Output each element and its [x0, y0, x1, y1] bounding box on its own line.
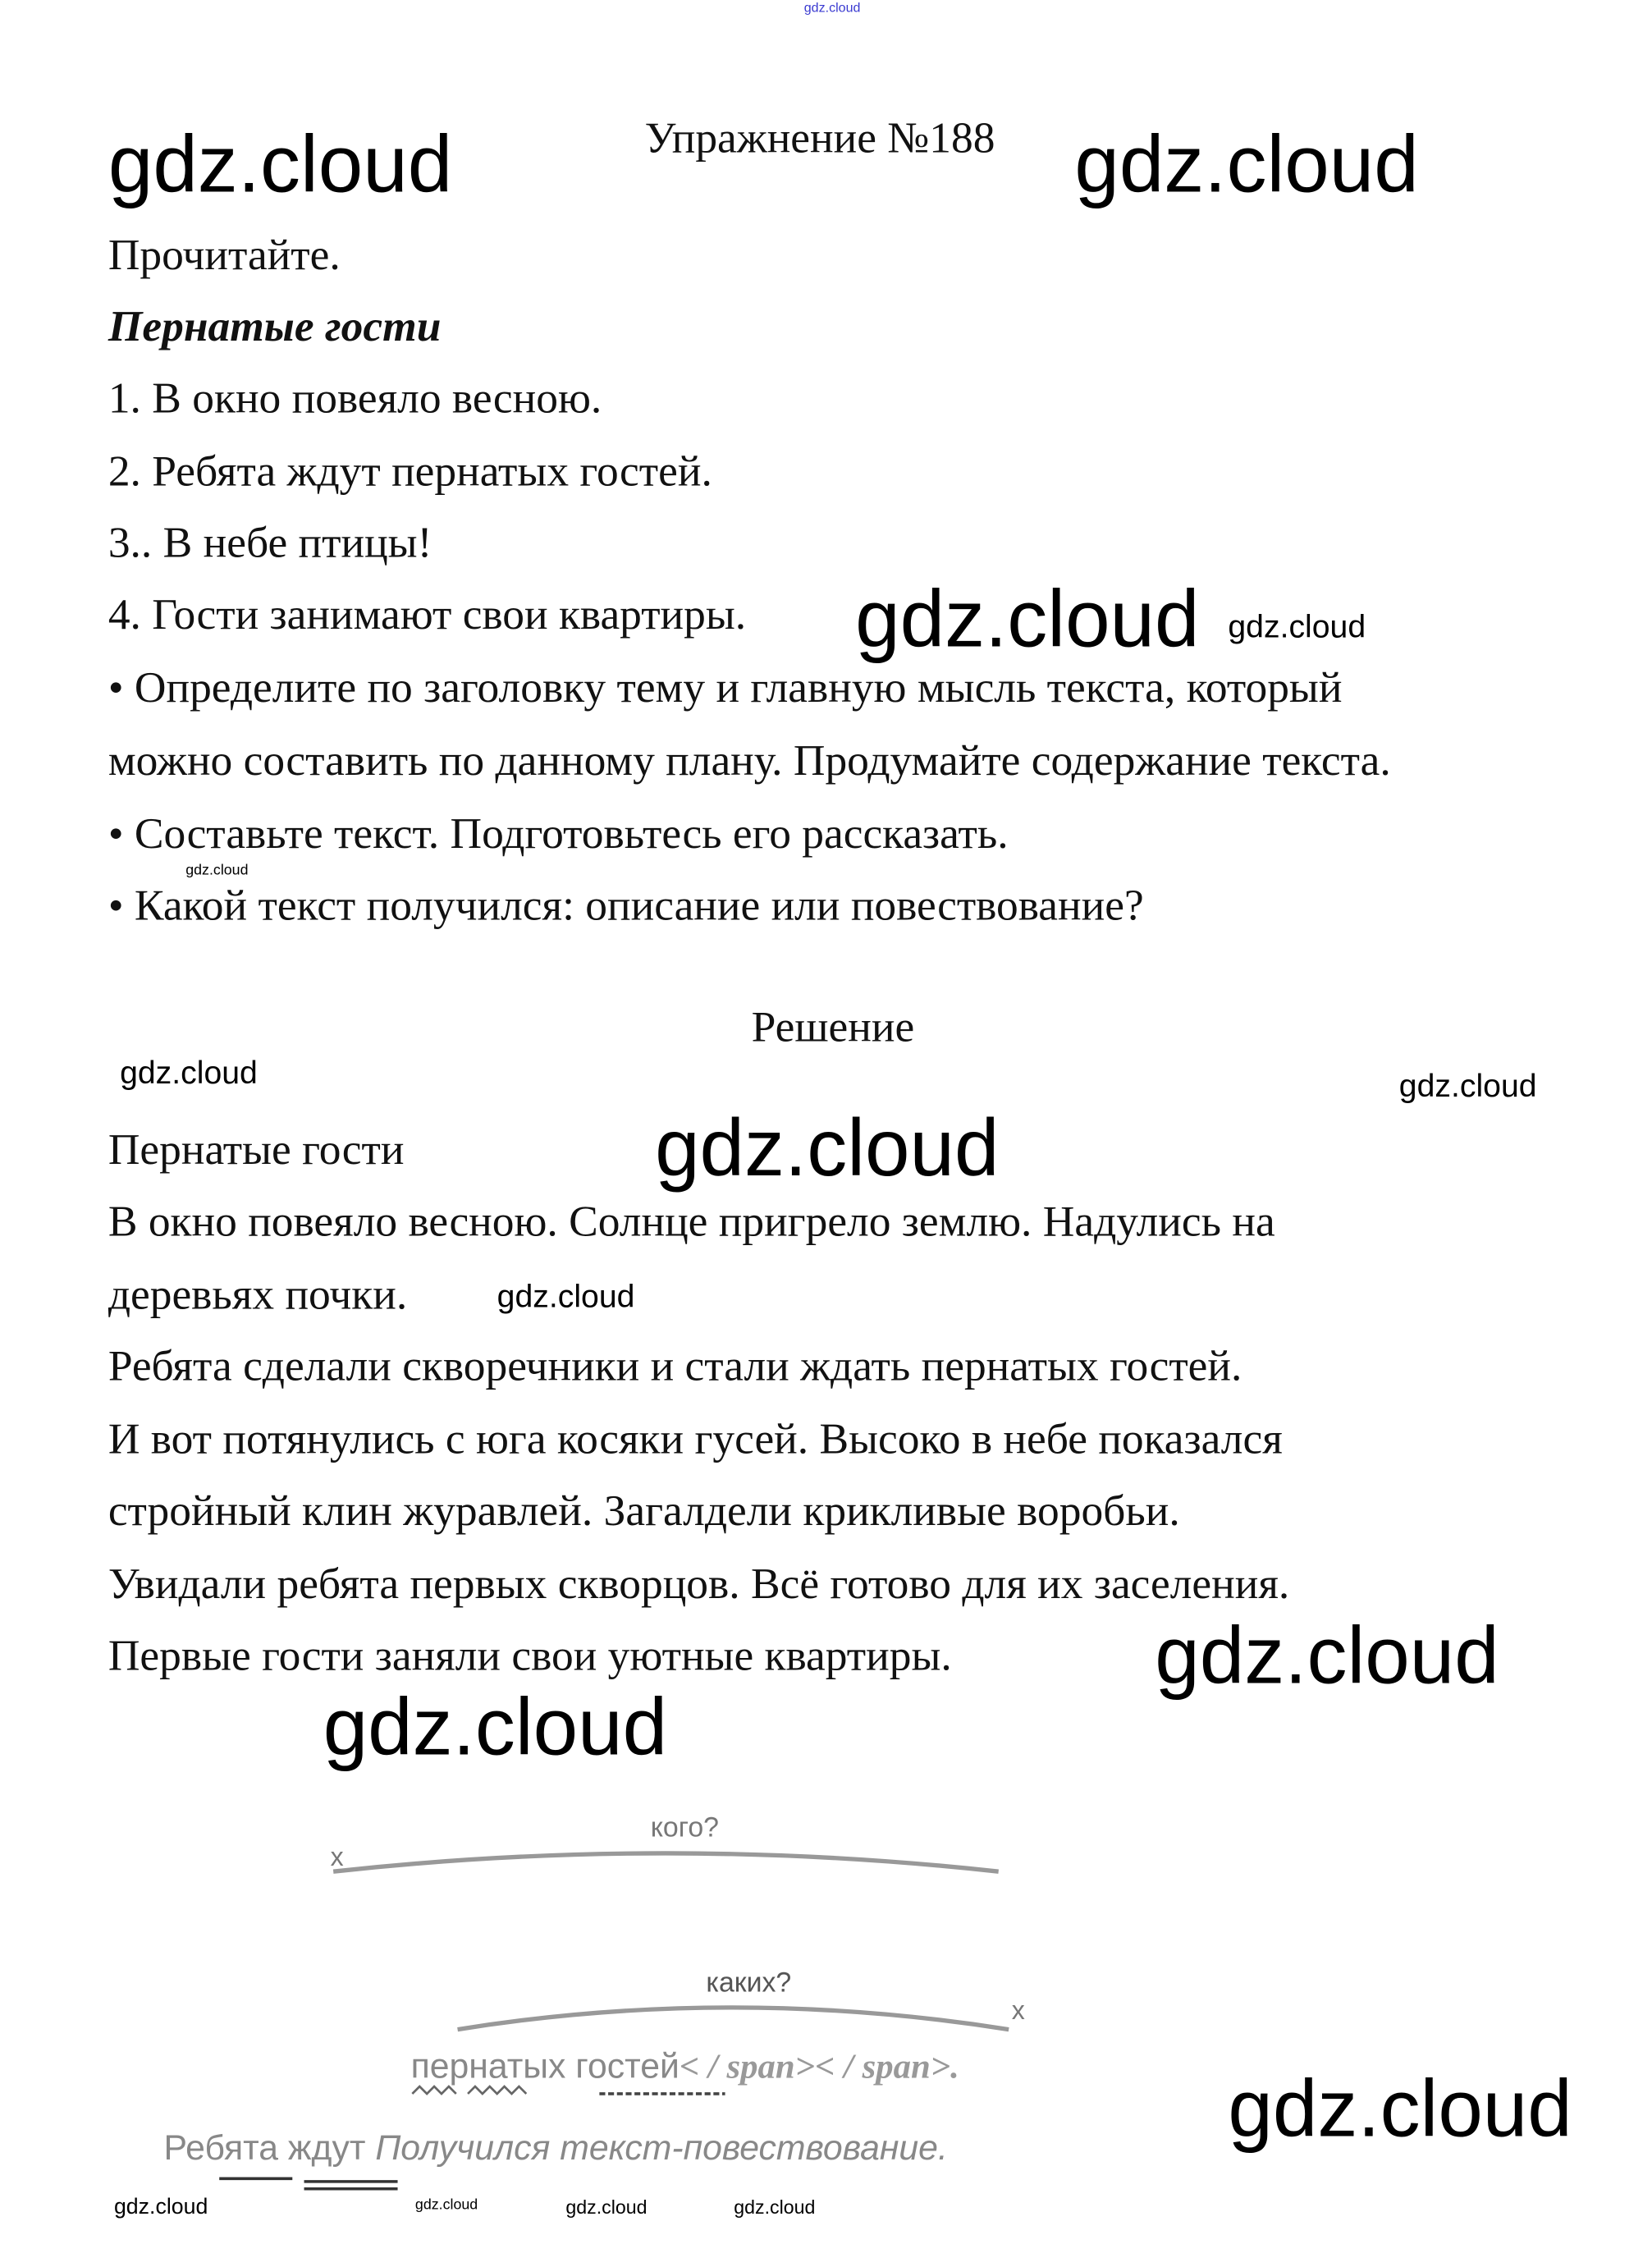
question-kogo: кого?: [650, 1812, 720, 1844]
exercise-title: Упражнение №188: [644, 113, 995, 163]
wavy-underline: [412, 2086, 526, 2094]
watermark: gdz.cloud: [113, 2194, 208, 2220]
watermark: gdz.cloud: [1228, 2063, 1572, 2155]
solution-heading: Пернатые гости: [108, 1125, 405, 1175]
watermark: gdz.cloud: [1074, 118, 1419, 209]
x-mark: x: [1011, 1995, 1025, 2026]
question-line: • Определите по заголовку тему и главную мысль текста, который: [108, 663, 1343, 712]
solution-line: Увидали ребята первых скворцов. Всё готово для их заселения.: [108, 1559, 1290, 1609]
diagram-sentence: [163, 2128, 948, 2169]
watermark: gdz.cloud: [803, 0, 861, 15]
solution-label: Решение: [751, 1003, 915, 1051]
plan-item: 4. Гости занимают свои квартиры.: [108, 590, 747, 639]
watermark: gdz.cloud: [497, 1277, 635, 1315]
plan-item: 2. Ребята ждут пернатых гостей.: [108, 447, 712, 496]
phrase: пернатых гостей: [410, 2046, 680, 2087]
plan-item: 1. В окно повеяло весною.: [108, 374, 602, 423]
watermark: gdz.cloud: [185, 863, 249, 879]
watermark: gdz.cloud: [1398, 1067, 1537, 1104]
question-line: • Составьте текст. Подготовьтесь его рассказать.: [108, 809, 1009, 859]
watermark: gdz.cloud: [120, 1054, 258, 1091]
conclusion: Получился текст-повествование.: [375, 2128, 948, 2169]
watermark: gdz.cloud: [108, 118, 453, 209]
instruction: Прочитайте.: [108, 231, 341, 280]
subject-predicate: Ребята ждут: [163, 2128, 366, 2169]
question-line: • Какой текст получился: описание или повествование?: [108, 882, 1144, 930]
plan-item: 3.. В небе птицы!: [108, 519, 432, 568]
phrase-tail: < / span>< / span>.: [679, 2048, 959, 2087]
watermark: gdz.cloud: [734, 2196, 816, 2219]
solution-line: деревьях почки.: [108, 1271, 408, 1319]
watermark: gdz.cloud: [1155, 1610, 1499, 1701]
watermark: gdz.cloud: [855, 573, 1200, 664]
diagram-phrase: [410, 2046, 959, 2087]
solution-line: стройный клин журавлей. Загалдели крикливые воробьи.: [108, 1486, 1180, 1536]
arc-kogo: [333, 1853, 999, 1871]
solution-line: И вот потянулись с юга косяки гусей. Высоко в небе показался: [108, 1415, 1283, 1464]
watermark: gdz.cloud: [323, 1681, 668, 1773]
solution-line: В окно повеяло весною. Солнце пригрело землю. Надулись на: [108, 1197, 1275, 1246]
arc-kakih: [458, 2008, 1009, 2030]
x-mark: x: [330, 1842, 344, 1872]
solution-line: Ребята сделали скворечники и стали ждать пернатых гостей.: [108, 1342, 1242, 1391]
watermark: gdz.cloud: [655, 1102, 1000, 1193]
question-kakih: каких?: [706, 1967, 792, 1999]
watermark: gdz.cloud: [414, 2197, 478, 2214]
text-heading: Пернатые гости: [108, 302, 442, 351]
question-line: можно составить по данному плану. Продумайте содержание текста.: [108, 736, 1391, 785]
watermark: gdz.cloud: [565, 2196, 648, 2219]
watermark: gdz.cloud: [1228, 608, 1366, 645]
solution-line: Первые гости заняли свои уютные квартиры.: [108, 1632, 952, 1680]
